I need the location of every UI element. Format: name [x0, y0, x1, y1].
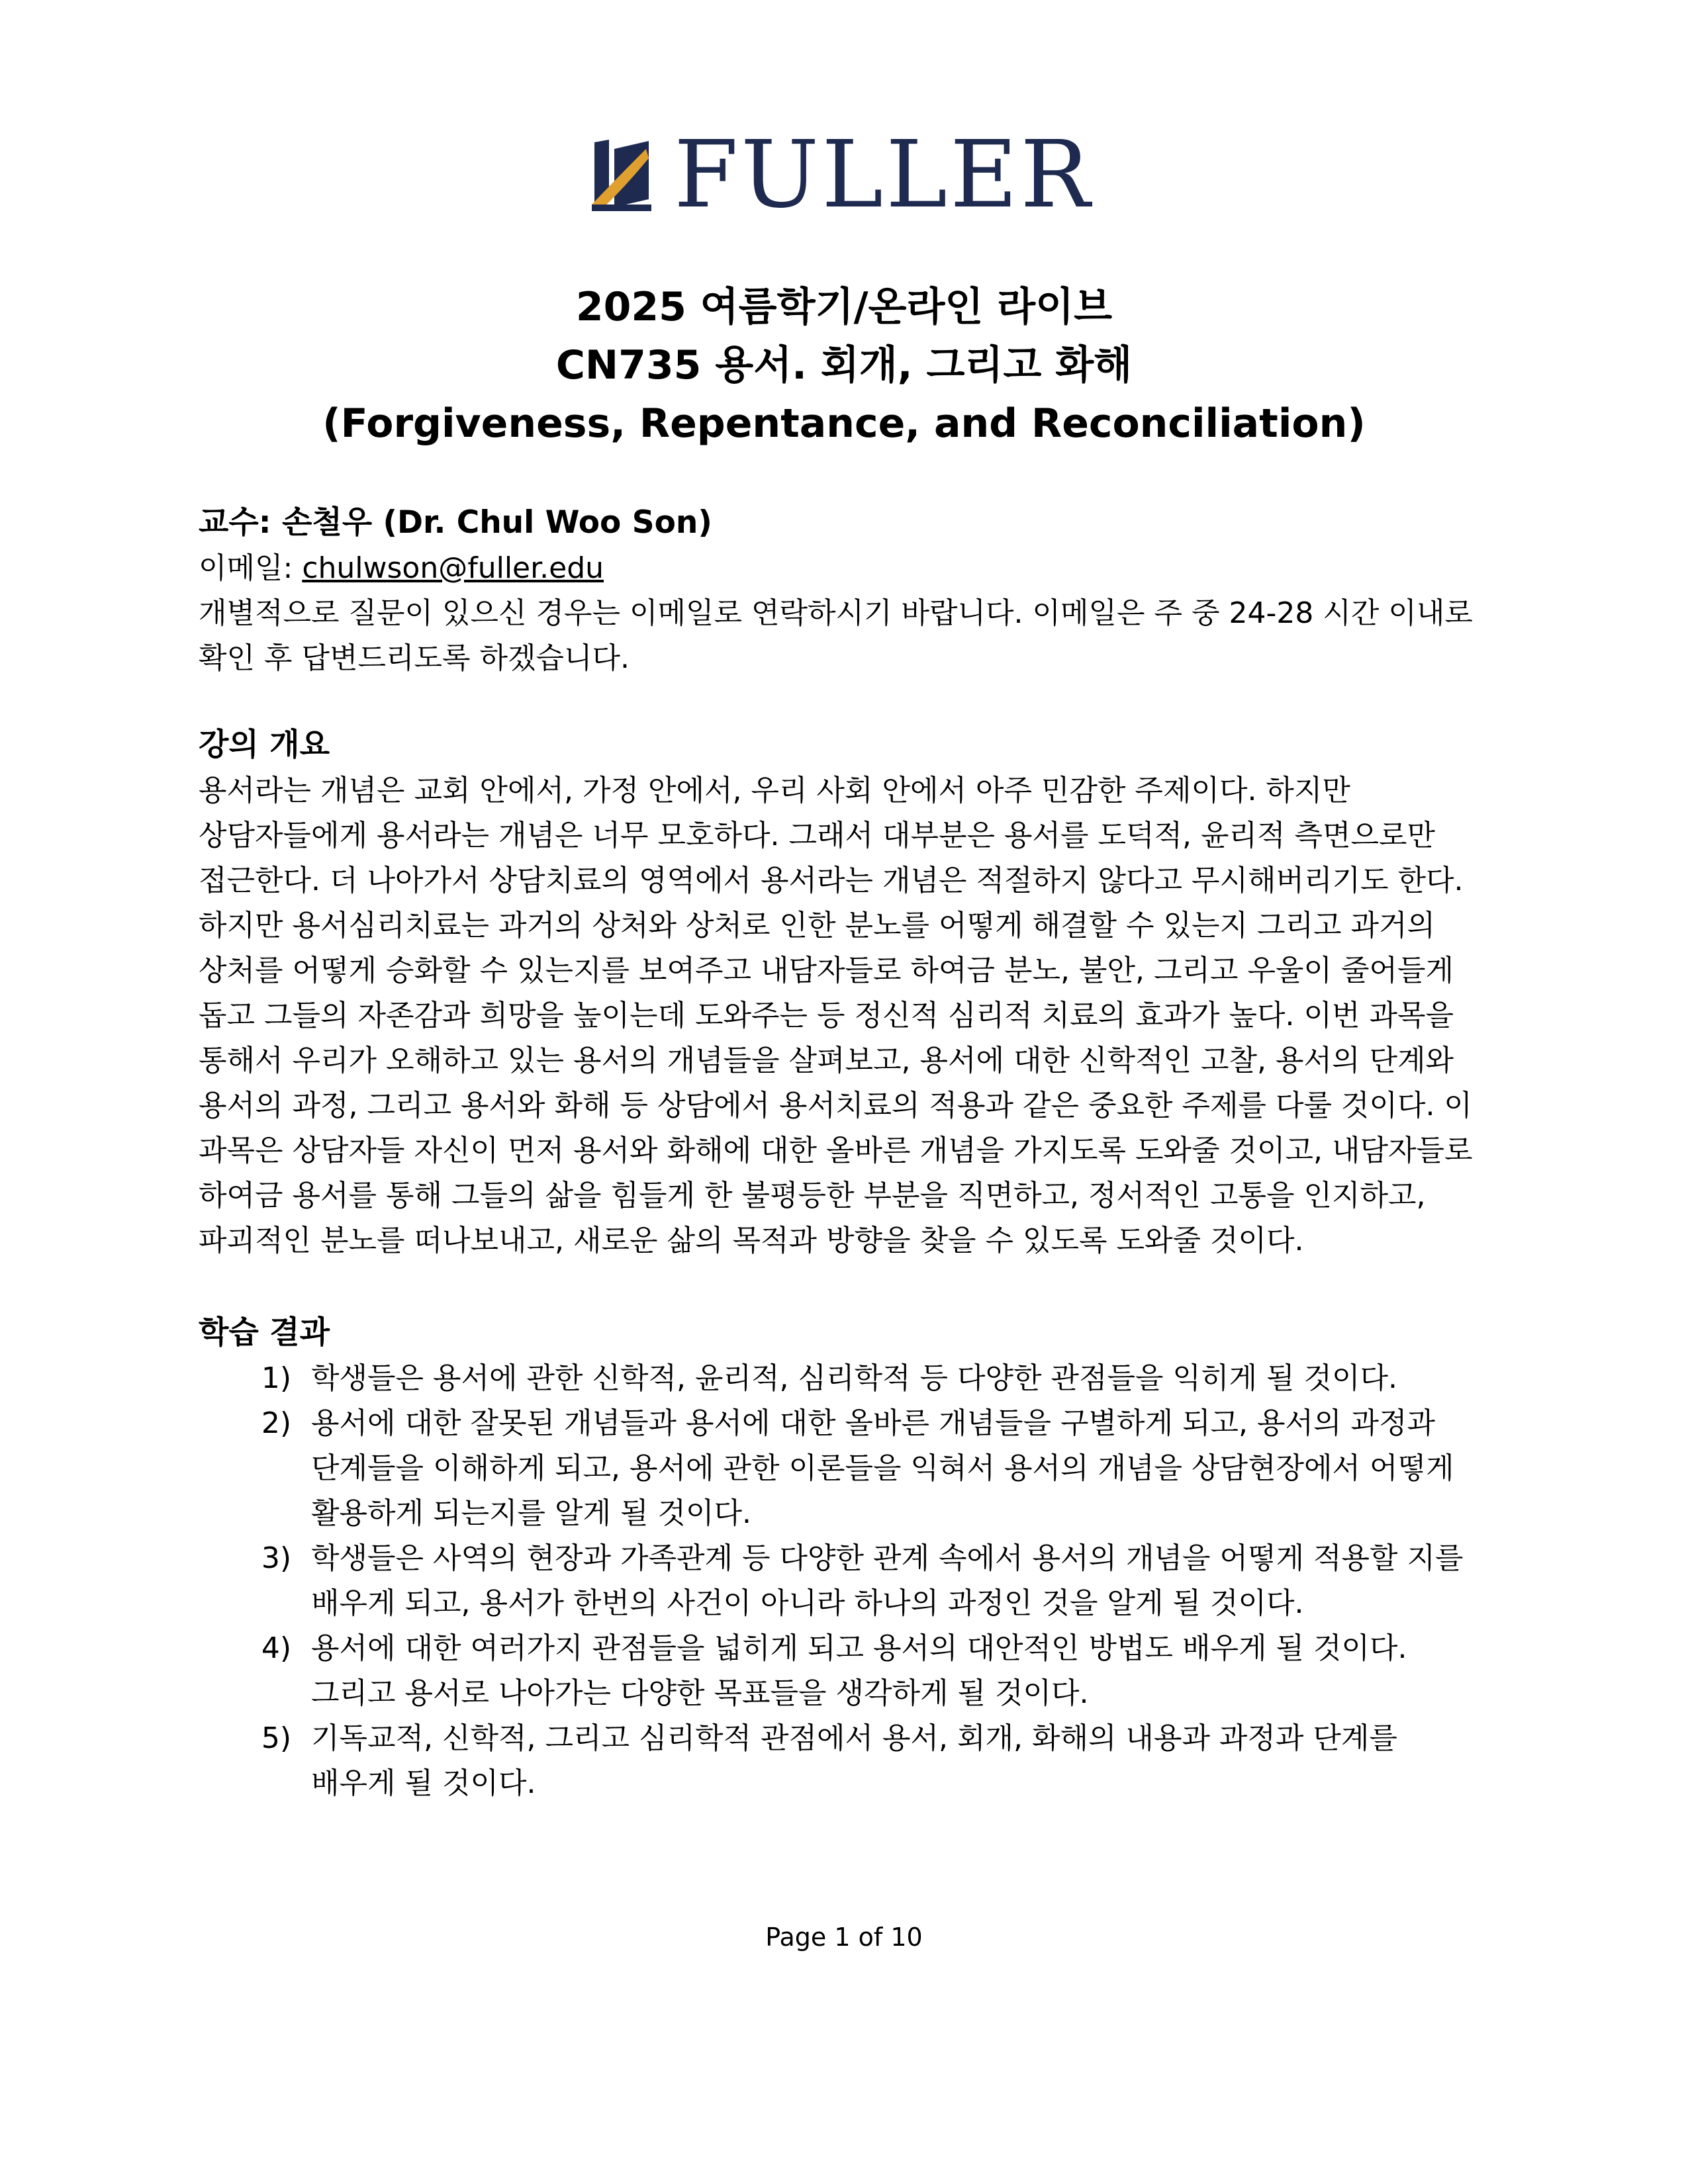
document-body [199, 500, 1496, 1806]
list-item-text: 기독교적, 신학적, 그리고 심리학적 관점에서 용서, 회개, 화해의 내용과 과정과 단계를 [311, 1721, 1397, 1755]
email-label: 이메일: [199, 551, 303, 585]
overview-line: 하지만 용서심리치료는 과거의 상처와 상처로 인한 분노를 어떻게 해결할 수 있는지 그리고 과거의 [199, 909, 1435, 942]
list-item-number: 4) [261, 1631, 291, 1665]
instructor-note-line: 확인 후 답변드리도록 하겠습니다. [199, 641, 630, 675]
list-item [199, 1536, 1496, 1626]
overview-line: 돕고 그들의 자존감과 희망을 높이는데 도와주는 등 정신적 심리적 치료의 효과가 높다. 이번 과목을 [199, 999, 1454, 1032]
list-item-number: 5) [261, 1721, 291, 1755]
instructor-heading: 교수: 손철우 (Dr. Chul Woo Son) [199, 504, 712, 541]
term-title: 2025 여름학기/온라인 라이브 [575, 284, 1113, 330]
overview-line: 통해서 우리가 오해하고 있는 용서의 개념들을 살펴보고, 용서에 대한 신학적인 고찰, 용서의 단계와 [199, 1044, 1454, 1077]
overview-line: 과목은 상담자들 자신이 먼저 용서와 화해에 대한 올바른 개념을 가지도록 도와줄 것이고, 내담자들로 [199, 1134, 1473, 1167]
list-item [199, 1356, 1496, 1401]
list-item [199, 1716, 1496, 1806]
overview-line: 상처를 어떻게 승화할 수 있는지를 보여주고 내담자들로 하여금 분노, 불안, 그리고 우울이 줄어들게 [199, 954, 1454, 987]
list-item-text: 용서에 대한 잘못된 개념들과 용서에 대한 올바른 개념들을 구별하게 되고, 용서의 과정과 [311, 1406, 1435, 1440]
overview-line: 용서라는 개념은 교회 안에서, 가정 안에서, 우리 사회 안에서 아주 민감한 주제이다. 하지만 [199, 774, 1350, 807]
list-item-number: 3) [261, 1541, 291, 1575]
list-item [199, 1401, 1496, 1536]
outcomes-heading: 학습 결과 [199, 1314, 330, 1351]
outcomes-list [199, 1356, 1496, 1806]
overview-line: 파괴적인 분노를 떠나보내고, 새로운 삶의 목적과 방향을 찾을 수 있도록 도와줄 것이다. [199, 1224, 1304, 1257]
list-item-text: 학생들은 용서에 관한 신학적, 윤리적, 심리학적 등 다양한 관점들을 익히게 될 것이다. [311, 1361, 1397, 1395]
list-item-text: 학생들은 사역의 현장과 가족관계 등 다양한 관계 속에서 용서의 개념을 어떻게 적용할 지를 [311, 1541, 1464, 1575]
fuller-book-icon [583, 136, 655, 215]
course-title-block [0, 278, 1688, 453]
email-line [199, 546, 1496, 591]
instructor-note-line: 개별적으로 질문이 있으신 경우는 이메일로 연락하시기 바랍니다. 이메일은 주 중 24-28 시간 이내로 [199, 596, 1473, 630]
page-number: Page 1 of 10 [765, 1923, 923, 1952]
overview-line: 하여금 용서를 통해 그들의 삶을 힘들게 한 불평등한 부분을 직면하고, 정서적인 고통을 인지하고, [199, 1179, 1426, 1212]
overview-line: 상담자들에게 용서라는 개념은 너무 모호하다. 그래서 대부분은 용서를 도덕적, 윤리적 측면으로만 [199, 819, 1435, 852]
list-item-text: 용서에 대한 여러가지 관점들을 넓히게 되고 용서의 대안적인 방법도 배우게 될 것이다. [311, 1631, 1407, 1665]
list-item-text: 그리고 용서로 나아가는 다양한 목표들을 생각하게 될 것이다. [311, 1676, 1089, 1710]
list-item-number: 2) [261, 1406, 291, 1440]
overview-line: 용서의 과정, 그리고 용서와 화해 등 상담에서 용서치료의 적용과 같은 중요한 주제를 다룰 것이다. 이 [199, 1089, 1472, 1122]
list-item [199, 1626, 1496, 1716]
course-subtitle: (Forgiveness, Repentance, and Reconciliation) [322, 400, 1366, 447]
overview-line: 접근한다. 더 나아가서 상담치료의 영역에서 용서라는 개념은 적절하지 않다고 무시해버리기도 한다. [199, 864, 1464, 897]
list-item-text: 배우게 되고, 용서가 한번의 사건이 아니라 하나의 과정인 것을 알게 될 것이다. [311, 1586, 1304, 1620]
fuller-logo [583, 121, 1093, 229]
list-item-text: 단계들을 이해하게 되고, 용서에 관한 이론들을 익혀서 용서의 개념을 상담현장에서 어떻게 [311, 1451, 1454, 1485]
course-title: CN735 용서. 회개, 그리고 화해 [555, 342, 1133, 388]
list-item-text: 활용하게 되는지를 알게 될 것이다. [311, 1496, 751, 1530]
logo-wordmark: FULLER [674, 121, 1093, 229]
overview-heading: 강의 개요 [199, 727, 330, 763]
list-item-text: 배우게 될 것이다. [311, 1766, 536, 1800]
list-item-number: 1) [261, 1361, 291, 1395]
email-link[interactable]: chulwson@fuller.edu [302, 551, 604, 585]
